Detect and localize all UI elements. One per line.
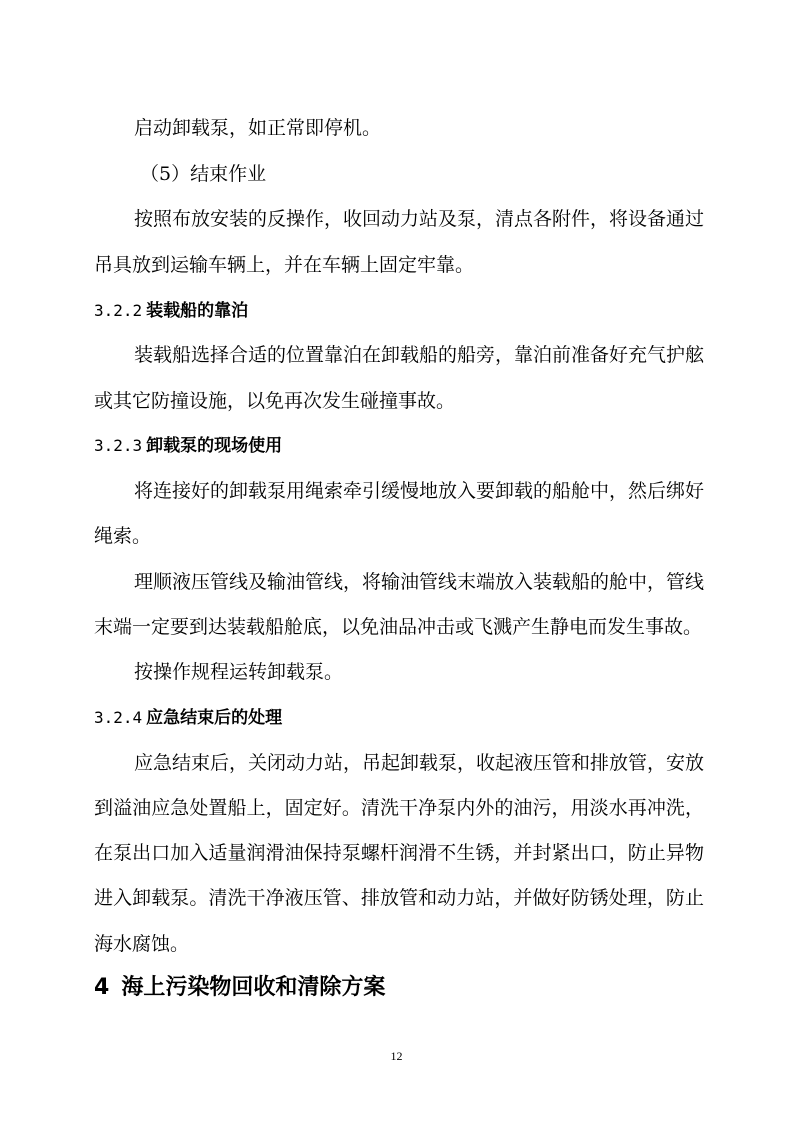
paragraph-line: 装载船选择合适的位置靠泊在卸载船的船旁，靠泊前准备好充气护舷 xyxy=(134,344,704,366)
paragraph-line: 按操作规程运转卸载泵。 xyxy=(134,661,344,683)
section-title: 装载船的靠泊 xyxy=(146,301,249,321)
section-number: 3.2.4 xyxy=(94,708,143,727)
paragraph-line: 海水腐蚀。 xyxy=(94,933,190,955)
page-number: 12 xyxy=(390,1049,403,1063)
paragraph-line: 在泵出口加入适量润滑油保持泵螺杆润滑不生锈，并封紧出口，防止异物 xyxy=(94,842,704,864)
section-heading-3-2-4 xyxy=(94,706,704,730)
paragraph-line: 绳索。 xyxy=(94,525,152,547)
paragraph-line: 或其它防撞设施，以免再次发生碰撞事故。 xyxy=(94,390,456,412)
paragraph-line: 启动卸载泵，如正常即停机。 xyxy=(134,117,382,139)
section-number: 3.2.2 xyxy=(94,301,143,320)
paragraph-line: 到溢油应急处置船上，固定好。清洗干净泵内外的油污，用淡水再冲洗， xyxy=(94,797,704,819)
section-title: 应急结束后的处理 xyxy=(146,708,283,728)
section-heading-3-2-2 xyxy=(94,299,704,323)
paragraph-line: 应急结束后，关闭动力站，吊起卸载泵，收起液压管和排放管，安放 xyxy=(134,752,704,774)
paragraph-line: 吊具放到运输车辆上，并在车辆上固定牢靠。 xyxy=(94,254,475,276)
chapter-title: 海上污染物回收和清除方案 xyxy=(121,975,386,1000)
section-heading-3-2-3 xyxy=(94,434,704,458)
paragraph-line: 进入卸载泵。清洗干净液压管、排放管和动力站，并做好防锈处理，防止 xyxy=(94,887,704,909)
section-title: 卸载泵的现场使用 xyxy=(146,436,283,456)
paragraph-line: 末端一定要到达装载船舱底，以免油品冲击或飞溅产生静电而发生事故。 xyxy=(94,616,703,638)
chapter-heading-4 xyxy=(94,974,704,1002)
paragraph-line: 理顺液压管线及输油管线，将输油管线末端放入装载船的舱中，管线 xyxy=(134,571,704,593)
paragraph-line: 将连接好的卸载泵用绳索牵引缓慢地放入要卸载的船舱中，然后绑好 xyxy=(134,480,704,502)
paragraph-line: 按照布放安装的反操作，收回动力站及泵，清点各附件，将设备通过 xyxy=(134,208,704,230)
section-number: 3.2.3 xyxy=(94,436,143,455)
step-heading: （5）结束作业 xyxy=(140,163,267,185)
chapter-number: 4 xyxy=(94,975,110,1000)
